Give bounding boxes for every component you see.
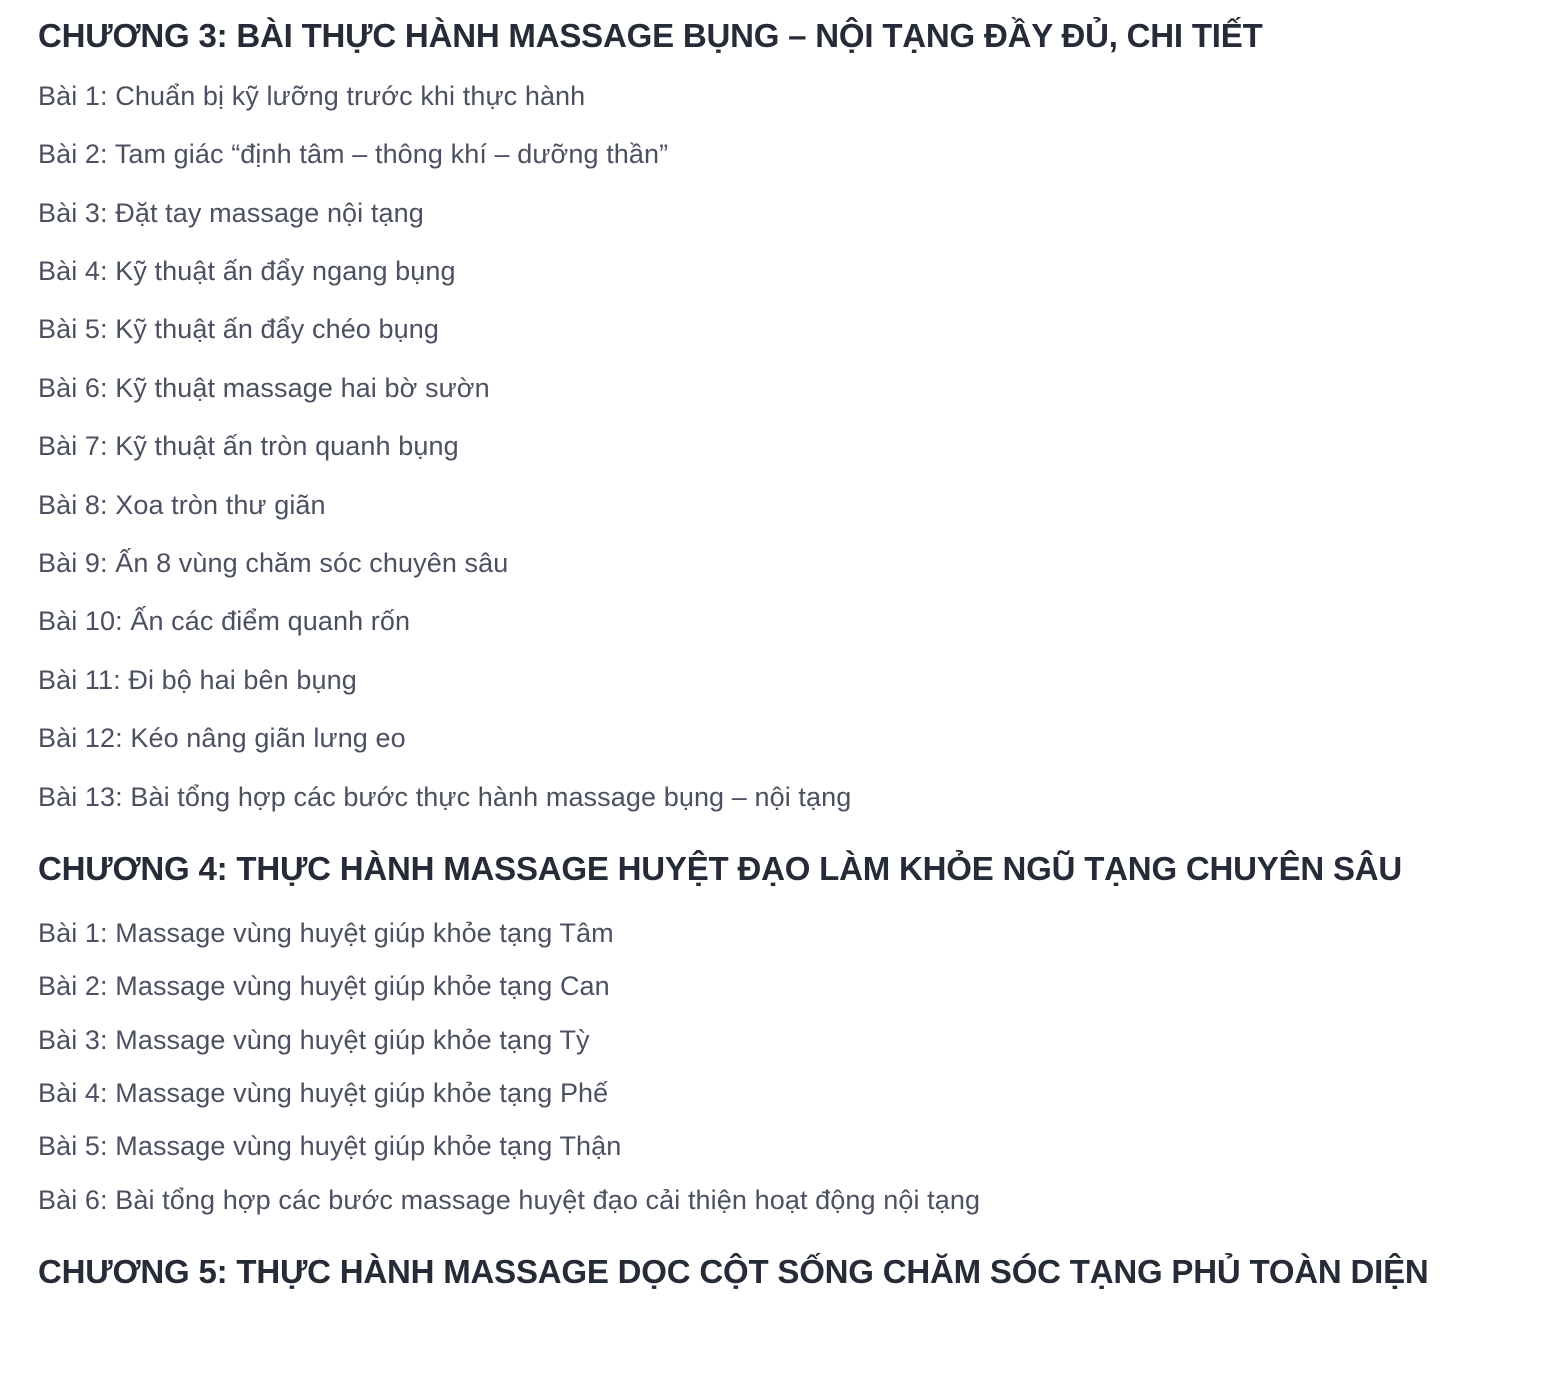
list-item: Bài 5: Kỹ thuật ấn đẩy chéo bụng <box>38 314 439 345</box>
chapter-heading: CHƯƠNG 3: BÀI THỰC HÀNH MASSAGE BỤNG – NỘI TẠNG ĐẦY ĐỦ, CHI TIẾT <box>38 17 1263 54</box>
list-item: Bài 6: Bài tổng hợp các bước massage huyệt đạo cải thiện hoạt động nội tạng <box>38 1184 981 1215</box>
list-item: Bài 3: Đặt tay massage nội tạng <box>38 197 424 228</box>
list-item: Bài 8: Xoa tròn thư giãn <box>38 489 326 520</box>
list-item: Bài 2: Tam giác “định tâm – thông khí – dưỡng thần” <box>38 139 669 170</box>
list-item: Bài 6: Kỹ thuật massage hai bờ sườn <box>38 372 490 403</box>
list-item: Bài 11: Đi bộ hai bên bụng <box>38 664 357 695</box>
chapter-section-5 <box>38 1250 1532 1294</box>
list-item: Bài 5: Massage vùng huyệt giúp khỏe tạng Thận <box>38 1131 622 1162</box>
list-item: Bài 9: Ấn 8 vùng chăm sóc chuyên sâu <box>38 548 509 578</box>
chapter-heading: CHƯƠNG 5: THỰC HÀNH MASSAGE DỌC CỘT SỐNG CHĂM SÓC TẠNG PHỦ TOÀN DIỆN <box>38 1253 1429 1291</box>
list-item: Bài 1: Massage vùng huyệt giúp khỏe tạng Tâm <box>38 917 614 948</box>
lesson-list <box>38 80 1532 813</box>
chapter-heading: CHƯƠNG 4: THỰC HÀNH MASSAGE HUYỆT ĐẠO LÀM KHỎE NGŨ TẠNG CHUYÊN SÂU <box>38 849 1403 887</box>
list-item: Bài 12: Kéo nâng giãn lưng eo <box>38 723 406 754</box>
list-item: Bài 4: Massage vùng huyệt giúp khỏe tạng Phế <box>38 1078 609 1108</box>
list-item: Bài 13: Bài tổng hợp các bước thực hành massage bụng – nội tạng <box>38 781 852 812</box>
chapter-section-4 <box>38 847 1532 1216</box>
list-item: Bài 7: Kỹ thuật ấn tròn quanh bụng <box>38 431 459 462</box>
list-item: Bài 1: Chuẩn bị kỹ lưỡng trước khi thực hành <box>38 80 586 111</box>
lesson-list <box>38 917 1532 1216</box>
list-item: Bài 3: Massage vùng huyệt giúp khỏe tạng Tỳ <box>38 1024 590 1055</box>
list-item: Bài 10: Ấn các điểm quanh rốn <box>38 606 411 637</box>
chapter-section-3 <box>38 14 1532 813</box>
list-item: Bài 4: Kỹ thuật ấn đẩy ngang bụng <box>38 256 456 287</box>
list-item: Bài 2: Massage vùng huyệt giúp khỏe tạng Can <box>38 971 610 1002</box>
